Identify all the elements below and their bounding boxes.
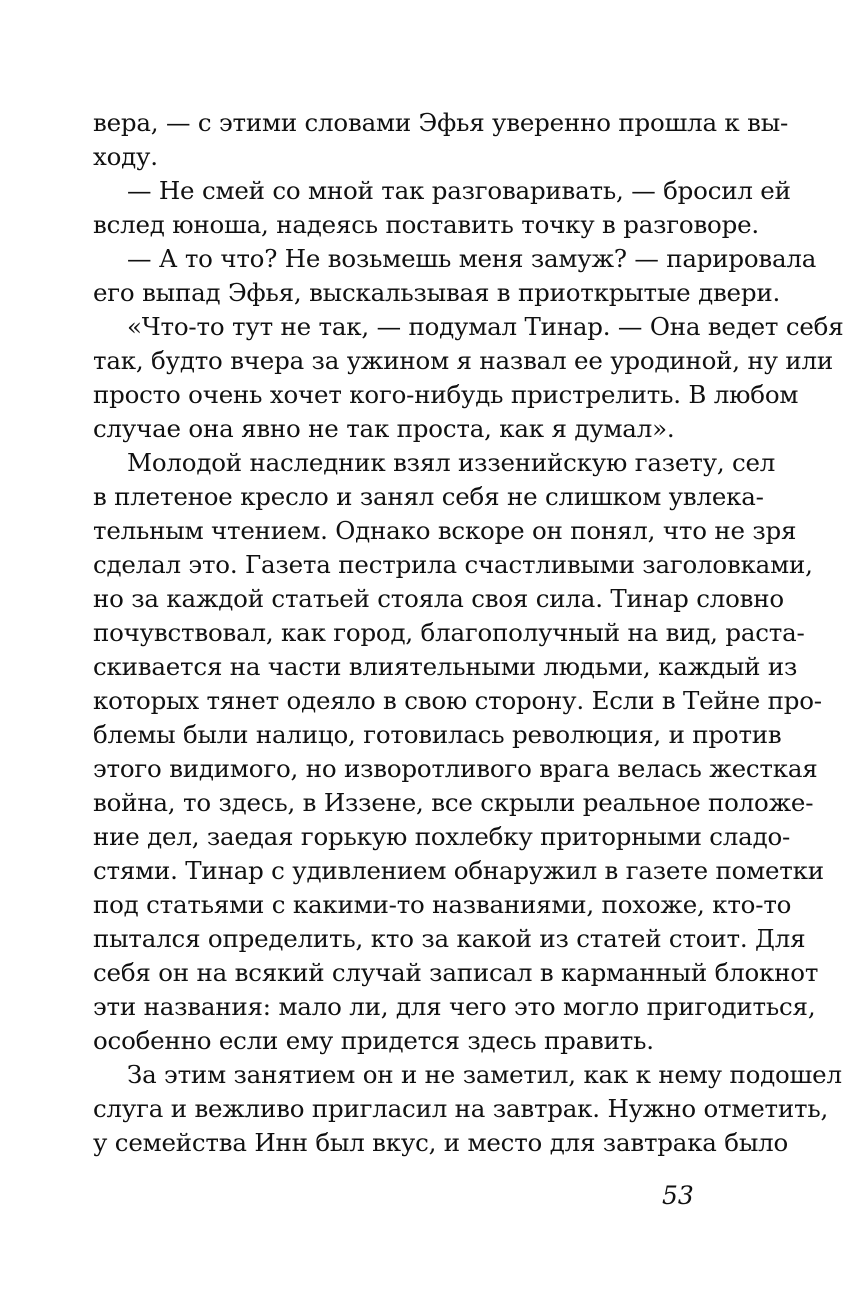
text-line: скивается на части влиятельными людьми, каждый из	[93, 652, 798, 681]
text-line: война, то здесь, в Иззене, все скрыли реальное положе-	[93, 788, 814, 817]
text-line: вслед юноша, надеясь поставить точку в разговоре.	[93, 210, 759, 239]
text-line: — Не смей со мной так разговаривать, — бросил ей	[127, 176, 791, 205]
text-line: — А то что? Не возьмешь меня замуж? — парировала	[127, 244, 817, 273]
text-line: пытался определить, кто за какой из статей стоит. Для	[93, 924, 806, 953]
book-page-text	[93, 106, 844, 1160]
text-line: случае она явно не так проста, как я думал».	[93, 414, 675, 443]
text-line: ходу.	[93, 142, 158, 171]
text-line: «Что-то тут не так, — подумал Тинар. — Она ведет себя	[127, 312, 844, 341]
text-line: вера, — с этими словами Эфья уверенно прошла к вы-	[93, 108, 789, 137]
text-line: под статьями с какими-то названиями, похоже, кто-то	[93, 890, 792, 919]
text-line: так, будто вчера за ужином я назвал ее уродиной, ну или	[93, 346, 834, 375]
text-line: просто очень хочет кого-нибудь пристрелить. В любом	[93, 380, 799, 409]
text-line: ние дел, заедая горькую похлебку приторными сладо-	[93, 822, 791, 851]
text-line: почувствовал, как город, благополучный на вид, раста-	[93, 618, 805, 647]
text-line: но за каждой статьей стояла своя сила. Тинар словно	[93, 584, 784, 613]
paragraph-3	[93, 242, 817, 310]
paragraph-6	[93, 1058, 842, 1160]
text-line: блемы были налицо, готовилась революция, и против	[93, 720, 782, 749]
text-line: этого видимого, но изворотливого врага велась жесткая	[93, 754, 818, 783]
paragraph-4	[93, 310, 844, 446]
paragraph-1	[93, 106, 789, 174]
text-line: За этим занятием он и не заметил, как к нему подошел	[127, 1060, 842, 1089]
text-line: в плетеное кресло и занял себя не слишком увлека-	[93, 482, 764, 511]
text-line: себя он на всякий случай записал в карманный блокнот	[93, 958, 819, 987]
text-line: у семейства Инн был вкус, и место для завтрака было	[93, 1128, 789, 1157]
text-line: сделал это. Газета пестрила счастливыми заголовками,	[93, 550, 813, 579]
page-number: 53	[662, 1181, 694, 1210]
text-line: особенно если ему придется здесь править.	[93, 1026, 654, 1055]
text-line: слуга и вежливо пригласил на завтрак. Нужно отметить,	[93, 1094, 829, 1123]
paragraph-2	[93, 174, 791, 242]
paragraph-5	[93, 446, 824, 1058]
text-line: стями. Тинар с удивлением обнаружил в газете пометки	[93, 856, 824, 885]
text-line: эти названия: мало ли, для чего это могло пригодиться,	[93, 992, 816, 1021]
text-line: тельным чтением. Однако вскоре он понял, что не зря	[93, 516, 797, 545]
text-line: которых тянет одеяло в свою сторону. Если в Тейне про-	[93, 686, 822, 715]
text-line: Молодой наследник взял иззенийскую газету, сел	[127, 448, 776, 477]
text-line: его выпад Эфья, выскальзывая в приоткрытые двери.	[93, 278, 781, 307]
